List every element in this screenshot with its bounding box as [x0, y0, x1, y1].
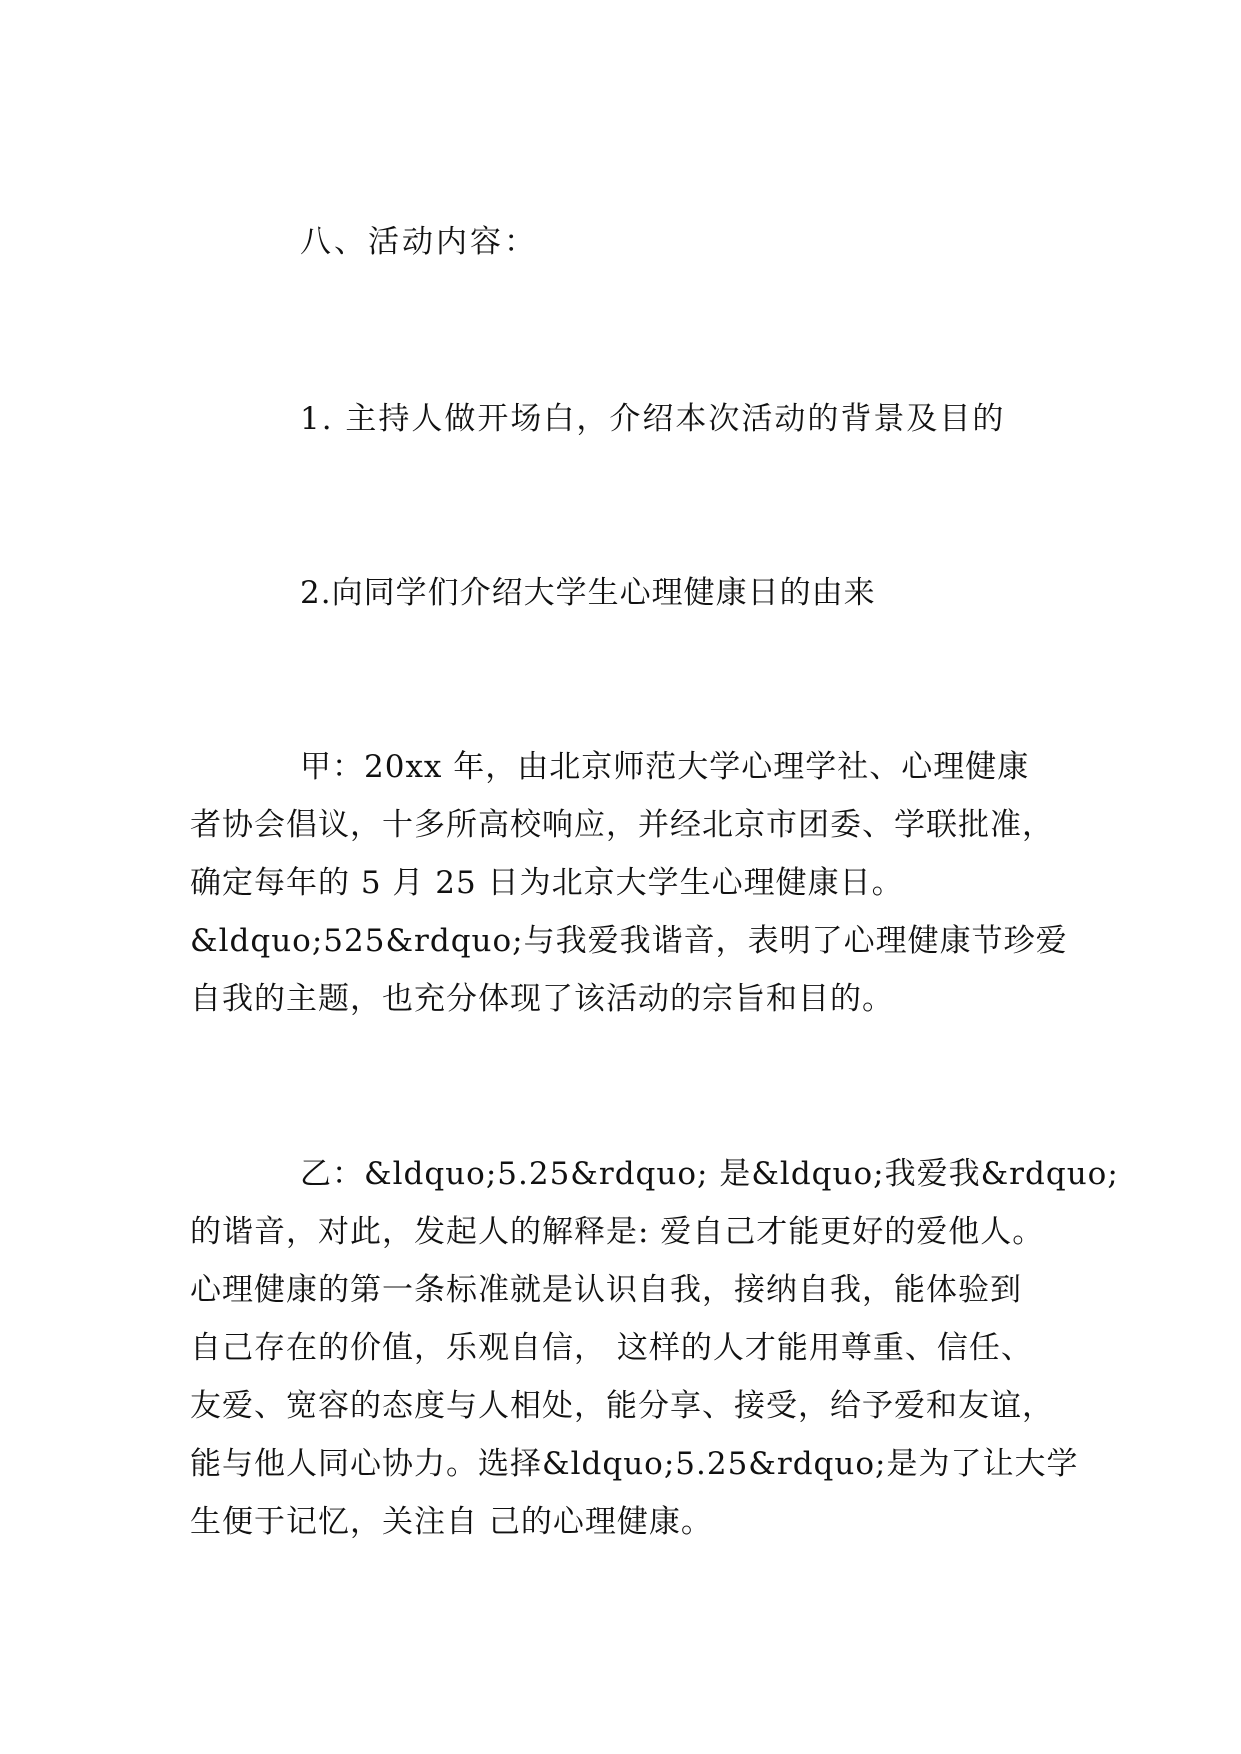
paragraph-line: 确定每年的 5 月 25 日为北京大学生心理健康日。 — [190, 865, 904, 901]
list-item-2: 2.向同学们介绍大学生心理健康日的由来 — [300, 575, 876, 611]
list-item-1: 1. 主持人做开场白，介绍本次活动的背景及目的 — [300, 401, 1006, 437]
paragraph-jia — [190, 747, 1068, 1037]
paragraph-line: 乙：&ldquo;5.25&rdquo; 是&ldquo;我爱我&rdquo; — [300, 1156, 1119, 1192]
paragraph-line: 自己存在的价值，乐观自信， 这样的人才能用尊重、信任、 — [190, 1330, 1033, 1366]
paragraph-line: 的谐音，对此，发起人的解释是: 爱自己才能更好的爱他人。 — [190, 1214, 1045, 1250]
paragraph-line: 甲：20xx 年，由北京师范大学心理学社、心理健康 — [300, 749, 1030, 785]
paragraph-line: &ldquo;525&rdquo;与我爱我谐音，表明了心理健康节珍爱 — [190, 923, 1068, 959]
paragraph-line: 友爱、宽容的态度与人相处，能分享、接受，给予爱和友谊， — [190, 1388, 1054, 1424]
paragraph-line: 心理健康的第一条标准就是认识自我，接纳自我，能体验到 — [190, 1272, 1022, 1308]
paragraph-line: 者协会倡议，十多所高校响应，并经北京市团委、学联批准， — [190, 807, 1054, 843]
paragraph-line: 能与他人同心协力。选择&ldquo;5.25&rdquo;是为了让大学 — [190, 1446, 1079, 1482]
section-heading: 八、活动内容： — [300, 224, 538, 260]
paragraph-line: 生便于记忆，关注自 己的心理健康。 — [190, 1504, 713, 1540]
paragraph-yi — [190, 1154, 1119, 1560]
paragraph-line: 自我的主题，也充分体现了该活动的宗旨和目的。 — [190, 981, 894, 1017]
